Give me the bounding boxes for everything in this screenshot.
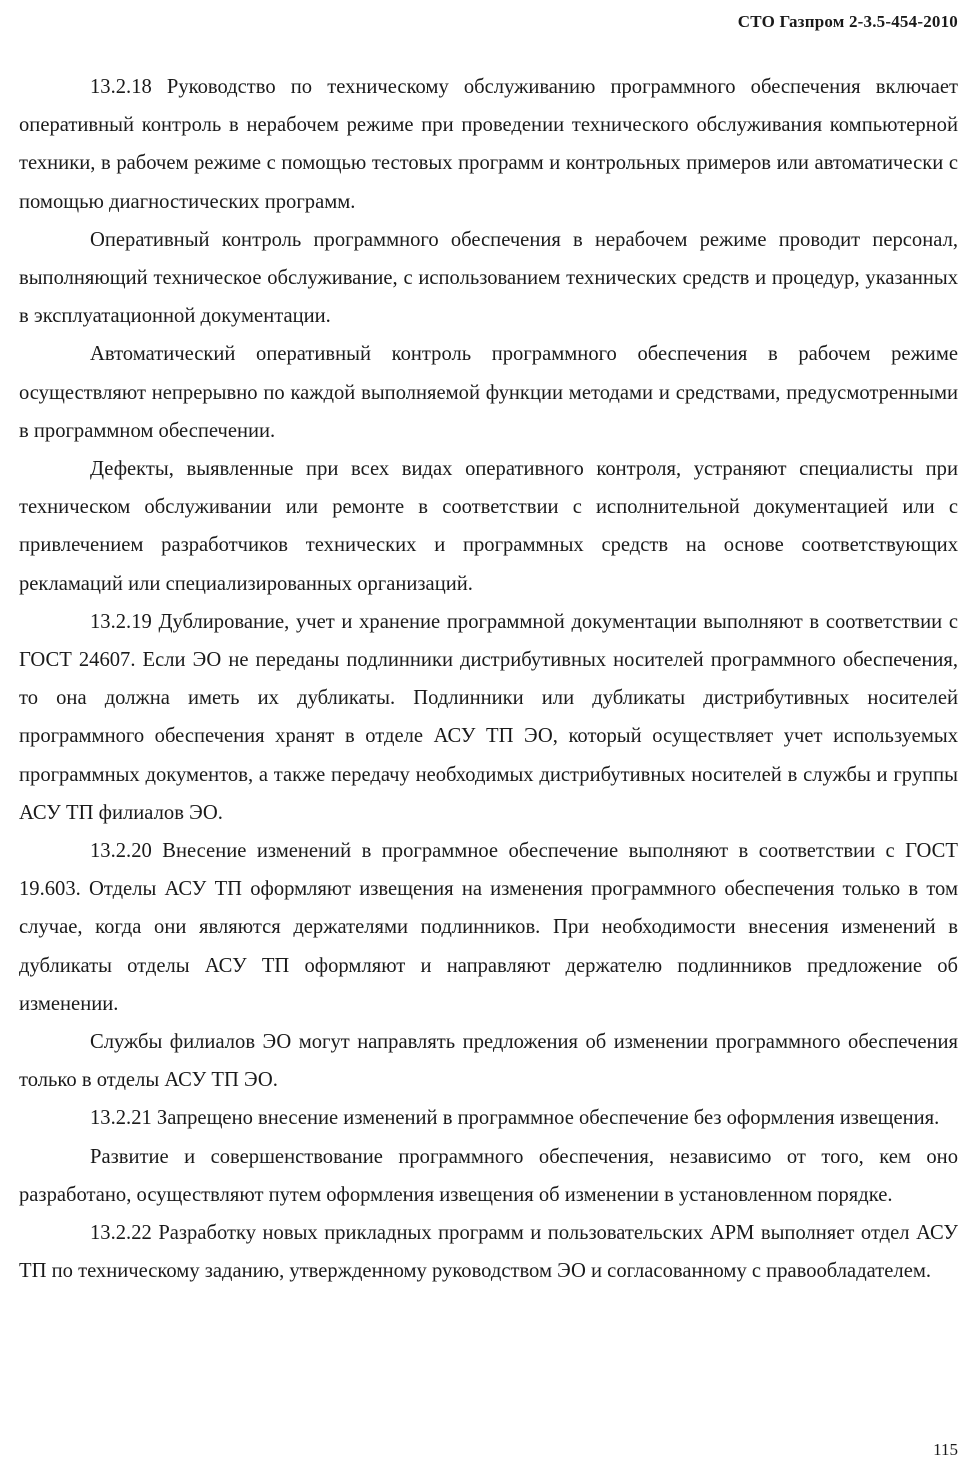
paragraph-development: Развитие и совершенствование программного обеспечения, независимо от того, кем оно разработано, осуществляют путем оформления извещения об изменении в установленном порядке.	[19, 1145, 958, 1206]
paragraph-defects: Дефекты, выявленные при всех видах оперативного контроля, устраняют специалисты при техническом обслуживании или ремонте в соответствии с исполнительной документацией или с привлечением разработчиков технических и программных средств на основе соответствующих рекламаций или специализированных организаций.	[19, 458, 958, 595]
paragraph-operative-control: Оперативный контроль программного обеспечения в нерабочем режиме проводит персонал, выполняющий техническое обслуживание, с использованием технических средств и процедур, указанных в эксплуатационной документации.	[19, 228, 958, 328]
paragraph-branch-services: Службы филиалов ЭО могут направлять предложения об изменении программного обеспечения только в отделы АСУ ТП ЭО.	[19, 1031, 958, 1092]
paragraph-13-2-19: 13.2.19 Дублирование, учет и хранение программной документации выполняют в соответствии с ГОСТ 24607. Если ЭО не переданы подлинники дистрибутивных носителей программного обеспечения, то она должна иметь их дубликаты. Подлинники или дубликаты дистрибутивных носителей программного обеспечения хранят в отделе АСУ ТП ЭО, который осуществляет учет используемых программных документов, а также передачу необходимых дистрибутивных носителей в службы и группы АСУ ТП филиалов ЭО.	[19, 610, 958, 824]
paragraph-automatic-control: Автоматический оперативный контроль программного обеспечения в рабочем режиме осуществляют непрерывно по каждой выполняемой функции методами и средствами, предусмотренными в программном обеспечении.	[19, 343, 958, 442]
paragraph-13-2-21: 13.2.21 Запрещено внесение изменений в программное обеспечение без оформления извещения.	[90, 1107, 940, 1130]
paragraph-13-2-20: 13.2.20 Внесение изменений в программное обеспечение выполняют в соответствии с ГОСТ 19.603. Отделы АСУ ТП оформляют извещения на изменения программного обеспечения только в том случае, когда они являются держателями подлинников. При необходимости внесения изменений в дубликаты отделы АСУ ТП оформляют и направляют держателю подлинников предложение об изменении.	[19, 840, 958, 1015]
paragraph-13-2-22: 13.2.22 Разработку новых прикладных программ и пользовательских АРМ выполняет отдел АСУ ТП по техническому заданию, утвержденному руководством ЭО и согласованному с правообладателем.	[19, 1222, 958, 1283]
document-header: СТО Газпром 2-3.5-454-2010	[737, 12, 958, 31]
document-body	[19, 68, 958, 1291]
paragraph-13-2-18: 13.2.18 Руководство по техническому обслуживанию программного обеспечения включает оперативный контроль в нерабочем режиме при проведении технического обслуживания компьютерной техники, в рабочем режиме с помощью тестовых программ и контрольных примеров или автоматически с помощью диагностических программ.	[19, 76, 958, 213]
page-number: 115	[933, 1440, 958, 1459]
